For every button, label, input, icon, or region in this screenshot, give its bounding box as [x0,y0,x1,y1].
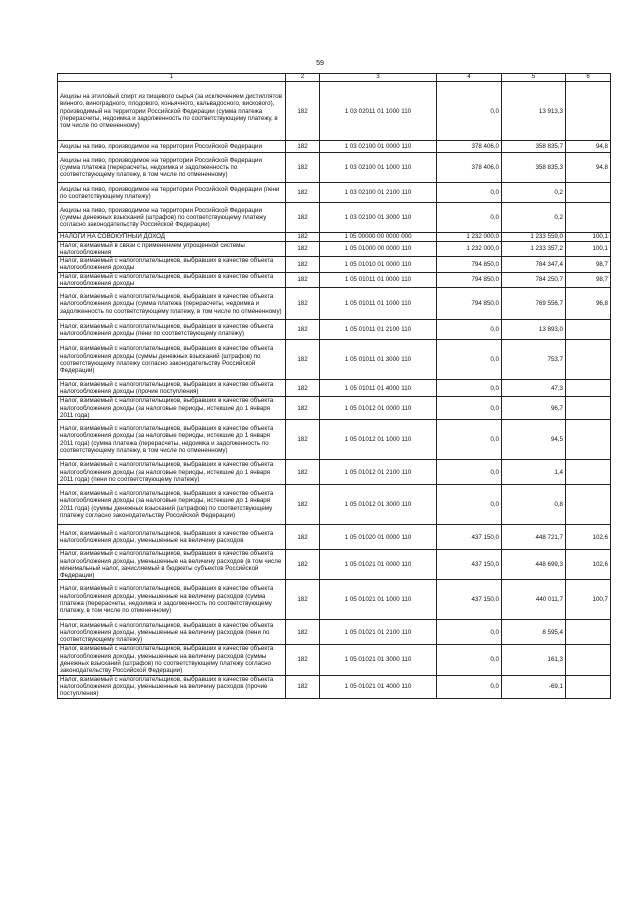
revenue-name: Акцизы на пиво, производимое на территории Российской Федерации (пени по соответствующему платежу) [58,183,286,203]
planned-amount: 794 850,0 [437,272,502,288]
revenue-name: Налог, взимаемый с налогоплательщиков, выбравших в качестве объекта налогообложения доходы (прочие поступления) [58,380,286,397]
revenue-name: Налог, взимаемый с налогоплательщиков, выбравших в качестве объекта налогообложения доходы (за налоговые периоды, истекшие до 1 января 2011 года) (сумма платежа (перерасчеты, недоимка и задолженность по соответствующему платежу, в том числе по отмененному) [58,420,286,460]
page-number: 59 [316,60,324,67]
planned-amount: 0,0 [437,485,502,525]
planned-amount: 0,0 [437,82,502,141]
table-row [58,320,611,340]
table-row [58,525,611,550]
execution-percent [566,420,611,460]
actual-amount: 94,5 [502,420,566,460]
actual-amount: -69,1 [502,675,566,698]
actual-amount: 784 347,4 [502,257,566,273]
budget-class-code: 1 05 01021 01 0000 110 [320,550,437,580]
admin-code: 182 [286,380,320,397]
actual-amount: 96,7 [502,397,566,420]
admin-code: 182 [286,485,320,525]
column-header: 6 [566,74,611,82]
actual-amount: 0,8 [502,485,566,525]
planned-amount: 378 406,0 [437,153,502,183]
column-header: 5 [502,74,566,82]
planned-amount: 437 150,0 [437,525,502,550]
execution-percent: 98,7 [566,257,611,273]
admin-code: 182 [286,525,320,550]
budget-class-code: 1 05 01012 01 0000 110 [320,397,437,420]
budget-class-code: 1 03 02100 01 3000 110 [320,203,437,233]
budget-class-code: 1 03 02100 01 1000 110 [320,153,437,183]
table-row [58,340,611,380]
actual-amount: 1 233 357,2 [502,241,566,257]
table-row [58,288,611,320]
planned-amount: 1 232 000,0 [437,233,502,241]
admin-code: 182 [286,580,320,620]
revenue-name: Налог, взимаемый с налогоплательщиков, выбравших в качестве объекта налогообложения доходы, уменьшенные на величину расходов (прочие поступления) [58,675,286,698]
revenue-name: Акцизы на пиво, производимое на территории Российской Федерации [58,141,286,153]
planned-amount: 0,0 [437,675,502,698]
execution-percent [566,380,611,397]
execution-percent [566,340,611,380]
table-row [58,580,611,620]
table-row [58,153,611,183]
planned-amount: 0,0 [437,203,502,233]
column-header: 4 [437,74,502,82]
planned-amount: 794 850,0 [437,257,502,273]
budget-class-code: 1 05 01020 01 0000 110 [320,525,437,550]
budget-class-code: 1 05 01011 01 2100 110 [320,320,437,340]
budget-class-code: 1 05 01011 01 0000 110 [320,272,437,288]
execution-percent: 100,7 [566,580,611,620]
revenue-name: Налог, взимаемый с налогоплательщиков, выбравших в качестве объекта налогообложения доходы (суммы денежных взысканий (штрафов) по соответствующему платежу согласно законодательству Российской Федерации) [58,340,286,380]
column-header: 2 [286,74,320,82]
admin-code: 182 [286,460,320,485]
actual-amount: 47,3 [502,380,566,397]
execution-percent [566,645,611,675]
revenue-name: Налог, взимаемый с налогоплательщиков, выбравших в качестве объекта налогообложения доходы, уменьшенные на величину расходов [58,525,286,550]
actual-amount: 358 835,3 [502,153,566,183]
actual-amount: 1,4 [502,460,566,485]
planned-amount: 437 150,0 [437,580,502,620]
budget-class-code: 1 05 01021 01 3000 110 [320,645,437,675]
execution-percent [566,620,611,645]
table-row [58,420,611,460]
execution-percent: 96,8 [566,288,611,320]
execution-percent: 100,1 [566,241,611,257]
table-row [58,485,611,525]
admin-code: 182 [286,620,320,645]
execution-percent [566,485,611,525]
admin-code: 182 [286,550,320,580]
execution-percent [566,203,611,233]
planned-amount: 0,0 [437,420,502,460]
table-row [58,203,611,233]
revenue-name: Налог, взимаемый с налогоплательщиков, выбравших в качестве объекта налогообложения доходы [58,272,286,288]
admin-code: 182 [286,183,320,203]
revenue-name: Налог, взимаемый с налогоплательщиков, выбравших в качестве объекта налогообложения доходы (за налоговые периоды, истекшие до 1 января 2011 года) (пени по соответствующему платежу) [58,460,286,485]
budget-class-code: 1 05 01011 01 3000 110 [320,340,437,380]
budget-class-code: 1 05 00000 00 0000 000 [320,233,437,241]
budget-class-code: 1 05 01021 01 4000 110 [320,675,437,698]
table-row [58,257,611,273]
admin-code: 182 [286,272,320,288]
admin-code: 182 [286,82,320,141]
execution-percent [566,675,611,698]
budget-class-code: 1 05 01010 01 0000 110 [320,257,437,273]
admin-code: 182 [286,675,320,698]
planned-amount: 0,0 [437,183,502,203]
admin-code: 182 [286,288,320,320]
admin-code: 182 [286,257,320,273]
table-row [58,233,611,241]
actual-amount: 13 913,3 [502,82,566,141]
budget-class-code: 1 05 01021 01 2100 110 [320,620,437,645]
revenue-name: Акцизы на пиво, производимое на территории Российской Федерации (суммы денежных взысканий (штрафов) по соответствующему платежу согласно законодательству Российской Федерации) [58,203,286,233]
budget-class-code: 1 05 01012 01 2100 110 [320,460,437,485]
execution-percent [566,320,611,340]
planned-amount: 0,0 [437,397,502,420]
actual-amount: 8 595,4 [502,620,566,645]
revenue-name: Акцизы на этиловый спирт из пищевого сырья (за исключением дистиллятов винного, виноградного, плодового, коньячного, кальвадосного, вискового), производимый на территории Российской Федерации (сумма платежа (перерасчеты, недоимка и задолженность по соответствующему платежу, в том числе по отмененному) [58,82,286,141]
execution-percent [566,397,611,420]
actual-amount: 358 835,7 [502,141,566,153]
table-body [58,74,611,699]
budget-class-code: 1 05 01012 01 3000 110 [320,485,437,525]
admin-code: 182 [286,241,320,257]
column-header: 1 [58,74,286,82]
revenue-name: Налог, взимаемый с налогоплательщиков, выбравших в качестве объекта налогообложения доходы, уменьшенные на величину расходов (суммы денежных взысканий (штрафов) по соответствующему платежу согласно законодательству Российской Федерации) [58,645,286,675]
planned-amount: 0,0 [437,460,502,485]
planned-amount: 0,0 [437,620,502,645]
actual-amount: 448 699,3 [502,550,566,580]
column-header: 3 [320,74,437,82]
table-row [58,82,611,141]
table-row [58,675,611,698]
execution-percent: 94,8 [566,141,611,153]
revenue-name: Налог, взимаемый с налогоплательщиков, выбравших в качестве объекта налогообложения доходы, уменьшенные на величину расходов (в том числе минимальный налог, зачисляемый в бюджеты субъектов Российской Федерации) [58,550,286,580]
admin-code: 182 [286,320,320,340]
actual-amount: 161,3 [502,645,566,675]
admin-code: 182 [286,153,320,183]
planned-amount: 0,0 [437,380,502,397]
table-row [58,380,611,397]
planned-amount: 0,0 [437,645,502,675]
revenue-table [57,73,611,699]
table-row [58,272,611,288]
budget-class-code: 1 03 02011 01 1000 110 [320,82,437,141]
budget-class-code: 1 03 02100 01 2100 110 [320,183,437,203]
planned-amount: 378 406,0 [437,141,502,153]
revenue-name: Налог, взимаемый с налогоплательщиков, выбравших в качестве объекта налогообложения доходы (за налоговые периоды, истекшие до 1 января 2011 года) (суммы денежных взысканий (штрафов) по соответствующему платежу согласно законодательству Российской Федерации) [58,485,286,525]
revenue-name: Налог, взимаемый с налогоплательщиков, выбравших в качестве объекта налогообложения доходы, уменьшенные на величину расходов (пени по соответствующему платежу) [58,620,286,645]
table-row [58,460,611,485]
admin-code: 182 [286,420,320,460]
budget-class-code: 1 05 01000 00 0000 110 [320,241,437,257]
revenue-name: Налог, взимаемый с налогоплательщиков, выбравших в качестве объекта налогообложения доходы, уменьшенные на величину расходов (сумма платежа (перерасчеты, недоимка и задолженность по соответствующему платежу, в том числе по отмененному) [58,580,286,620]
actual-amount: 769 556,7 [502,288,566,320]
execution-percent: 94,8 [566,153,611,183]
table-row [58,241,611,257]
budget-class-code: 1 05 01011 01 4000 110 [320,380,437,397]
budget-class-code: 1 03 02100 01 0000 110 [320,141,437,153]
planned-amount: 437 150,0 [437,550,502,580]
admin-code: 182 [286,340,320,380]
budget-class-code: 1 05 01021 01 1000 110 [320,580,437,620]
table-row [58,141,611,153]
budget-class-code: 1 05 01011 01 1000 110 [320,288,437,320]
actual-amount: 13 893,0 [502,320,566,340]
actual-amount: 448 721,7 [502,525,566,550]
planned-amount: 0,0 [437,340,502,380]
admin-code: 182 [286,397,320,420]
table-row [58,620,611,645]
revenue-name: Налог, взимаемый с налогоплательщиков, выбравших в качестве объекта налогообложения доходы [58,257,286,273]
execution-percent [566,183,611,203]
table-row [58,645,611,675]
revenue-name: Налог, взимаемый в связи с применением упрощенной системы налогообложения [58,241,286,257]
admin-code: 182 [286,141,320,153]
revenue-name: Налог, взимаемый с налогоплательщиков, выбравших в качестве объекта налогообложения доходы (пени по соответствующему платежу) [58,320,286,340]
budget-class-code: 1 05 01012 01 1000 110 [320,420,437,460]
actual-amount: 440 011,7 [502,580,566,620]
actual-amount: 753,7 [502,340,566,380]
execution-percent: 102,6 [566,525,611,550]
actual-amount: 0,2 [502,203,566,233]
table-row [58,397,611,420]
execution-percent [566,460,611,485]
actual-amount: 0,2 [502,183,566,203]
table-header-row [58,74,611,82]
execution-percent: 98,7 [566,272,611,288]
table-row [58,183,611,203]
admin-code: 182 [286,233,320,241]
revenue-name: Налог, взимаемый с налогоплательщиков, выбравших в качестве объекта налогообложения доходы (сумма платежа (перерасчеты, недоимка и задолженность по соответствующему платежу, в том числе по отмененному) [58,288,286,320]
execution-percent: 100,1 [566,233,611,241]
actual-amount: 1 233 559,0 [502,233,566,241]
table-row [58,550,611,580]
revenue-name: НАЛОГИ НА СОВОКУПНЫЙ ДОХОД [58,233,286,241]
revenue-name: Акцизы на пиво, производимое на территории Российской Федерации (сумма платежа (перерасчеты, недоимка и задолженность по соответствующему платежу, в том числе по отмененному) [58,153,286,183]
admin-code: 182 [286,203,320,233]
planned-amount: 1 232 000,0 [437,241,502,257]
execution-percent: 102,6 [566,550,611,580]
admin-code: 182 [286,645,320,675]
execution-percent [566,82,611,141]
actual-amount: 784 250,7 [502,272,566,288]
planned-amount: 794 850,0 [437,288,502,320]
planned-amount: 0,0 [437,320,502,340]
revenue-name: Налог, взимаемый с налогоплательщиков, выбравших в качестве объекта налогообложения доходы (за налоговые периоды, истекшие до 1 января 2011 года) [58,397,286,420]
